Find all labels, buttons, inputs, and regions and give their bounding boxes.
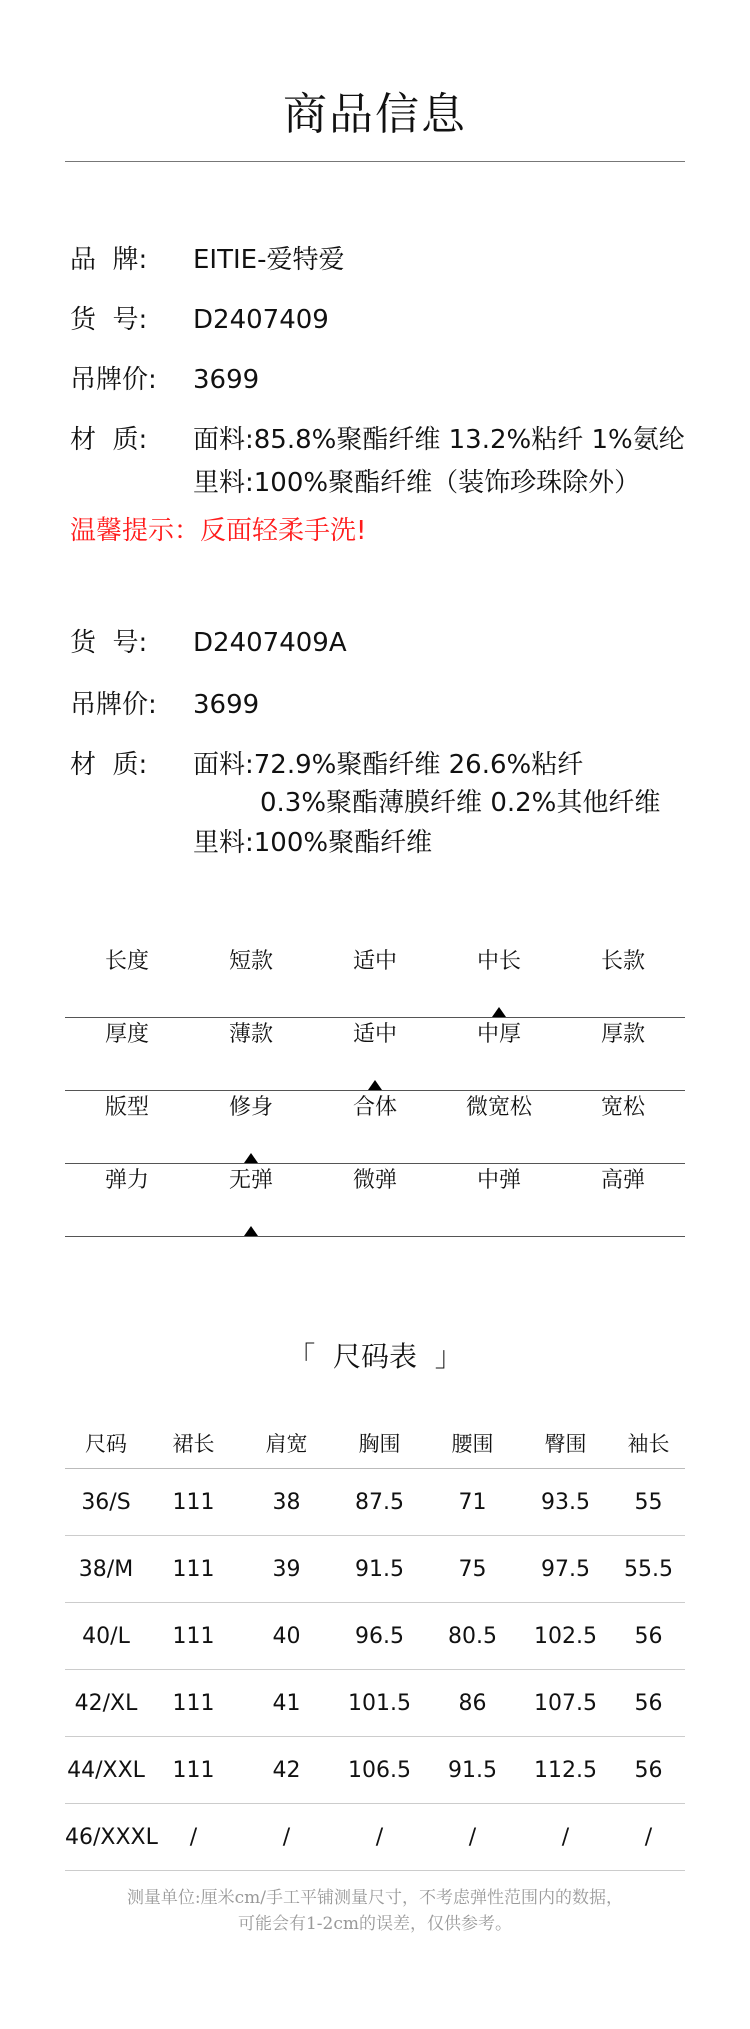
size-cell: 111 (147, 1603, 240, 1670)
price-value-2: 3699 (193, 690, 260, 720)
attribute-option: 高弹 (600, 1168, 645, 1193)
size-cell: 87.5 (333, 1469, 426, 1536)
sku-label-2: 货 号: (70, 628, 148, 658)
price-label: 吊牌价: (70, 365, 157, 395)
size-cell: 96.5 (333, 1603, 426, 1670)
size-cell: 111 (147, 1469, 240, 1536)
attribute-option: 微弹 (352, 1168, 397, 1193)
table-row (65, 1804, 685, 1871)
attribute-name: 版型 (104, 1095, 149, 1120)
material-label: 材 质: (70, 425, 148, 455)
size-cell: 91.5 (333, 1536, 426, 1603)
size-cell: 38 (240, 1469, 333, 1536)
table-row (65, 1737, 685, 1804)
size-cell: 86 (426, 1670, 519, 1737)
attribute-row (65, 1164, 685, 1237)
size-cell: 91.5 (426, 1737, 519, 1804)
attribute-option: 中厚 (476, 1022, 521, 1047)
size-cell: 93.5 (519, 1469, 612, 1536)
size-cell: 41 (240, 1670, 333, 1737)
material-fabric-2b: 0.3%聚酯薄膜纤维 0.2%其他纤维 (260, 788, 661, 818)
attribute-option: 薄款 (228, 1022, 273, 1047)
size-header-cell: 肩宽 (240, 1418, 333, 1469)
size-cell: 112.5 (519, 1737, 612, 1804)
size-cell: 111 (147, 1670, 240, 1737)
size-cell: 97.5 (519, 1536, 612, 1603)
size-cell: 36/S (65, 1469, 147, 1536)
attribute-option: 适中 (352, 949, 397, 974)
material-fabric: 面料:85.8%聚酯纤维 13.2%粘纤 1%氨纶 (193, 425, 685, 455)
size-header-cell: 裙长 (147, 1418, 240, 1469)
size-cell: 71 (426, 1469, 519, 1536)
attribute-name: 弹力 (104, 1168, 149, 1193)
attribute-row (65, 945, 685, 1018)
table-row (65, 1603, 685, 1670)
sku-label: 货 号: (70, 305, 148, 335)
attribute-option: 微宽松 (465, 1095, 532, 1120)
size-cell: 56 (612, 1603, 685, 1670)
selected-marker-icon (492, 1007, 506, 1017)
material-lining: 里料:100%聚酯纤维（装饰珍珠除外） (193, 468, 641, 498)
size-header-cell: 胸围 (333, 1418, 426, 1469)
material-fabric-2: 面料:72.9%聚酯纤维 26.6%粘纤 (193, 750, 584, 780)
price-value: 3699 (193, 365, 260, 395)
size-cell: 40/L (65, 1603, 147, 1670)
care-tip: 温馨提示：反面轻柔手洗! (70, 516, 367, 546)
brand-label: 品 牌: (70, 245, 148, 275)
row-divider (65, 1236, 685, 1237)
size-cell: 56 (612, 1737, 685, 1804)
attribute-option: 中长 (476, 949, 521, 974)
size-cell: 38/M (65, 1536, 147, 1603)
attribute-option: 短款 (228, 949, 273, 974)
size-cell: 102.5 (519, 1603, 612, 1670)
size-cell: 111 (147, 1536, 240, 1603)
material-lining-2: 里料:100%聚酯纤维 (193, 828, 433, 858)
measure-note-line2: 可能会有1-2cm的误差，仅供参考。 (237, 1914, 513, 1934)
attribute-option: 修身 (228, 1095, 273, 1120)
size-cell: 80.5 (426, 1603, 519, 1670)
attribute-option: 长款 (600, 949, 645, 974)
attribute-option: 适中 (352, 1022, 397, 1047)
table-row (65, 1469, 685, 1536)
attribute-option: 中弹 (476, 1168, 521, 1193)
attribute-option: 合体 (352, 1095, 397, 1120)
brand-value: EITIE-爱特爱 (193, 245, 345, 275)
size-cell: 44/XXL (65, 1737, 147, 1804)
selected-marker-icon (244, 1226, 258, 1236)
size-chart-title: 「 尺码表 」 (287, 1340, 463, 1373)
selected-marker-icon (368, 1080, 382, 1090)
size-cell: 106.5 (333, 1737, 426, 1804)
size-table-header (65, 1418, 685, 1469)
attribute-option: 厚款 (600, 1022, 645, 1047)
size-header-cell: 袖长 (612, 1418, 685, 1469)
sku-value-2: D2407409A (193, 628, 347, 658)
attribute-option: 无弹 (228, 1168, 273, 1193)
attribute-name: 长度 (104, 949, 149, 974)
measure-note-line1: 测量单位:厘米cm/手工平铺测量尺寸，不考虑弹性范围内的数据， (126, 1888, 624, 1908)
size-cell: 55.5 (612, 1536, 685, 1603)
table-row (65, 1536, 685, 1603)
attribute-row (65, 1018, 685, 1091)
selected-marker-icon (244, 1153, 258, 1163)
size-cell: 75 (426, 1536, 519, 1603)
size-cell: 46/XXXL (65, 1804, 147, 1871)
size-cell: 40 (240, 1603, 333, 1670)
size-cell: / (426, 1804, 519, 1871)
size-cell: 56 (612, 1670, 685, 1737)
size-cell: 111 (147, 1737, 240, 1804)
size-header-cell: 尺码 (65, 1418, 147, 1469)
size-cell: / (333, 1804, 426, 1871)
size-cell: 101.5 (333, 1670, 426, 1737)
attribute-name: 厚度 (104, 1022, 149, 1047)
size-cell: / (240, 1804, 333, 1871)
attribute-option: 宽松 (600, 1095, 645, 1120)
size-cell: 107.5 (519, 1670, 612, 1737)
page-title: 商品信息 (283, 89, 467, 140)
sku-value: D2407409 (193, 305, 329, 335)
table-row (65, 1670, 685, 1737)
title-divider (65, 161, 685, 162)
size-cell: 42 (240, 1737, 333, 1804)
size-table (65, 1418, 685, 1871)
size-header-cell: 臀围 (519, 1418, 612, 1469)
size-cell: / (612, 1804, 685, 1871)
size-cell: 39 (240, 1536, 333, 1603)
size-cell: 42/XL (65, 1670, 147, 1737)
size-cell: / (147, 1804, 240, 1871)
material-label-2: 材 质: (70, 750, 148, 780)
size-header-cell: 腰围 (426, 1418, 519, 1469)
attribute-row (65, 1091, 685, 1164)
size-cell: 55 (612, 1469, 685, 1536)
size-cell: / (519, 1804, 612, 1871)
price-label-2: 吊牌价: (70, 690, 157, 720)
